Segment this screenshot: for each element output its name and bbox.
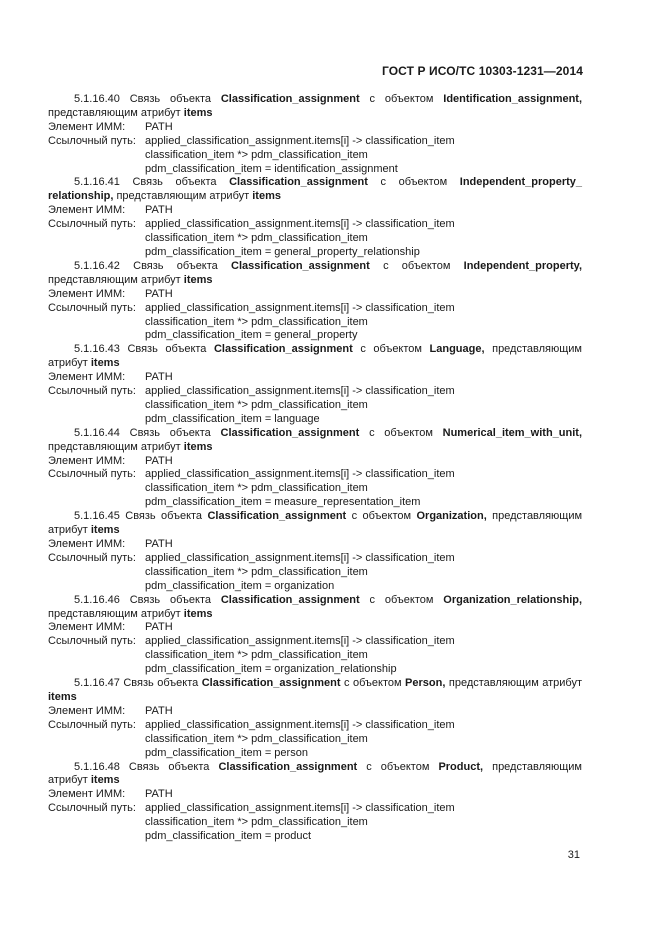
path-line: applied_classification_assignment.items[i] -> classification_item — [145, 134, 455, 147]
clause-text: представляющим атрибут — [48, 106, 181, 119]
path-line: pdm_classification_item = measure_representation_item — [145, 496, 421, 509]
path-label: Ссылочный путь: — [48, 718, 136, 731]
entity-name: Product, — [438, 760, 484, 773]
path-line: pdm_classification_item = product — [145, 830, 311, 843]
clause-heading — [48, 93, 582, 121]
clause-text: представляющим атрибут — [116, 190, 250, 203]
element-value: PATH — [145, 371, 173, 384]
clause-5-1-16-41 — [48, 176, 582, 259]
path-row — [48, 635, 582, 649]
path-line: applied_classification_assignment.items[i] -> classification_item — [145, 468, 455, 481]
clause-number: 5.1.16.41 — [74, 176, 120, 189]
clause-number: 5.1.16.40 — [74, 93, 120, 105]
entity-name: Person, — [405, 677, 446, 690]
path-line: pdm_classification_item = language — [145, 412, 320, 425]
clause-5-1-16-44 — [48, 427, 582, 510]
path-line: applied_classification_assignment.items[i] -> classification_item — [145, 218, 455, 231]
element-label: Элемент ИММ: — [48, 204, 126, 217]
attribute-name: items — [183, 607, 213, 620]
path-label: Ссылочный путь: — [48, 468, 136, 481]
clause-5-1-16-46 — [48, 594, 582, 677]
clause-heading — [48, 594, 582, 622]
clause-heading — [48, 677, 582, 705]
element-value: PATH — [145, 788, 173, 801]
entity-name: Organization_relationship, — [443, 593, 583, 606]
attribute-name: items — [90, 524, 120, 537]
clause-heading — [48, 510, 582, 538]
path-line: pdm_classification_item = organization_relationship — [145, 663, 397, 676]
clause-text: Связь объекта — [129, 93, 211, 105]
path-line: classification_item *> pdm_classification_item — [145, 315, 368, 328]
element-row — [48, 204, 582, 218]
path-line: classification_item *> pdm_classification_item — [145, 816, 368, 829]
attribute-name: items — [48, 690, 77, 703]
clause-text: представляющим атрибут — [48, 607, 181, 620]
entity-name: Independent_property_ relationship, — [48, 176, 583, 203]
element-row — [48, 538, 582, 552]
element-label: Элемент ИММ: — [48, 371, 126, 384]
clause-number: 5.1.16.47 — [74, 677, 120, 690]
path-line: pdm_classification_item = general_property — [145, 329, 358, 342]
path-label: Ссылочный путь: — [48, 385, 136, 398]
page-number: 31 — [567, 849, 580, 861]
element-row — [48, 121, 582, 135]
clause-text: с объектом — [344, 677, 402, 690]
attribute-name: items — [183, 106, 213, 119]
path-row — [48, 802, 582, 816]
clause-text: с объектом — [369, 426, 433, 439]
path-line: classification_item *> pdm_classification_item — [145, 482, 368, 495]
attribute-name: items — [252, 190, 281, 203]
clause-text: Связь объекта — [129, 593, 211, 606]
element-value: PATH — [145, 120, 173, 133]
element-label: Элемент ИММ: — [48, 788, 126, 801]
clause-number: 5.1.16.44 — [74, 426, 120, 439]
clause-text: Связь объекта — [128, 760, 210, 773]
entity-name: Organization, — [416, 510, 487, 523]
path-line: classification_item *> pdm_classification_item — [145, 732, 368, 745]
element-row — [48, 455, 582, 469]
entity-name: Classification_assignment — [220, 93, 360, 105]
entity-name: Identification_assignment, — [443, 93, 583, 105]
clause-5-1-16-42 — [48, 260, 582, 343]
clause-text: с объектом — [369, 93, 434, 105]
path-row — [48, 135, 582, 149]
clause-5-1-16-45 — [48, 510, 582, 593]
path-line: applied_classification_assignment.items[i] -> classification_item — [145, 551, 455, 564]
path-label: Ссылочный путь: — [48, 301, 136, 314]
clause-text: Связь объекта — [127, 343, 207, 356]
clause-text: Связь объекта — [129, 426, 211, 439]
path-line: pdm_classification_item = organization — [145, 579, 335, 592]
element-row — [48, 705, 582, 719]
path-line: classification_item *> pdm_classification_item — [145, 398, 368, 411]
path-label: Ссылочный путь: — [48, 218, 136, 231]
path-line: classification_item *> pdm_classification_item — [145, 232, 368, 245]
element-label: Элемент ИММ: — [48, 120, 126, 133]
element-label: Элемент ИММ: — [48, 454, 126, 467]
attribute-name: items — [90, 357, 120, 370]
path-line: pdm_classification_item = general_property_relationship — [145, 245, 420, 258]
clause-5-1-16-47 — [48, 677, 582, 760]
element-value: PATH — [145, 538, 173, 550]
clause-5-1-16-40 — [48, 93, 582, 176]
clause-text: представляющим атрибут — [448, 677, 583, 690]
clause-text: Связь объекта — [123, 677, 199, 690]
clause-heading — [48, 260, 582, 288]
clause-heading — [48, 343, 582, 371]
standard-header: ГОСТ Р ИСО/ТС 10303-1231—2014 — [382, 64, 583, 78]
clause-number: 5.1.16.46 — [74, 593, 120, 606]
path-line: applied_classification_assignment.items[i] -> classification_item — [145, 385, 455, 398]
element-value: PATH — [145, 704, 173, 717]
clause-text: представляющим атрибут — [48, 273, 181, 286]
path-line: applied_classification_assignment.items[i] -> classification_item — [145, 802, 455, 815]
element-value: PATH — [145, 204, 173, 217]
element-value: PATH — [145, 621, 173, 634]
element-label: Элемент ИММ: — [48, 704, 126, 717]
element-row — [48, 788, 582, 802]
path-line: pdm_classification_item = identification_assignment — [145, 162, 398, 175]
path-row — [48, 552, 582, 566]
entity-name: Classification_assignment — [207, 510, 347, 523]
clause-number: 5.1.16.48 — [74, 760, 120, 773]
attribute-name: items — [183, 273, 213, 286]
clause-text: представляющим атрибут — [48, 343, 582, 370]
path-label: Ссылочный путь: — [48, 635, 136, 648]
entity-name: Classification_assignment — [220, 593, 360, 606]
element-row — [48, 371, 582, 385]
entity-name: Classification_assignment — [201, 677, 341, 690]
path-row — [48, 719, 582, 733]
element-row — [48, 288, 582, 302]
clause-text: с объектом — [351, 510, 412, 523]
element-label: Элемент ИММ: — [48, 287, 126, 300]
clause-text: представляющим атрибут — [48, 440, 181, 453]
path-line: applied_classification_assignment.items[i] -> classification_item — [145, 301, 455, 314]
attribute-name: items — [183, 440, 213, 453]
path-label: Ссылочный путь: — [48, 134, 136, 147]
clause-5-1-16-48 — [48, 761, 582, 844]
path-label: Ссылочный путь: — [48, 802, 136, 815]
entity-name: Classification_assignment — [220, 426, 360, 439]
path-row — [48, 218, 582, 232]
path-line: pdm_classification_item = person — [145, 746, 308, 759]
entity-name: Independent_property, — [463, 259, 583, 272]
entity-name: Classification_assignment — [218, 760, 358, 773]
entity-name: Numerical_item_with_unit, — [442, 426, 583, 439]
path-row — [48, 385, 582, 399]
clause-list — [48, 93, 582, 844]
path-line: applied_classification_assignment.items[i] -> classification_item — [145, 718, 455, 731]
clause-text: Связь объекта — [125, 510, 203, 523]
clause-number: 5.1.16.43 — [74, 343, 120, 356]
clause-heading — [48, 761, 582, 789]
entity-name: Classification_assignment — [213, 343, 353, 356]
path-line: classification_item *> pdm_classification_item — [145, 649, 368, 662]
clause-text: представляющим атрибут — [48, 510, 583, 537]
clause-heading — [48, 176, 582, 204]
clause-text: представляющим атрибут — [48, 760, 582, 787]
clause-5-1-16-43 — [48, 343, 582, 426]
element-label: Элемент ИММ: — [48, 621, 126, 634]
clause-text: с объектом — [380, 176, 448, 189]
entity-name: Language, — [429, 343, 485, 356]
clause-text: с объектом — [369, 593, 434, 606]
clause-text: с объектом — [383, 259, 451, 272]
clause-text: с объектом — [360, 343, 422, 356]
path-label: Ссылочный путь: — [48, 551, 136, 564]
clause-number: 5.1.16.42 — [74, 259, 120, 272]
clause-text: Связь объекта — [132, 176, 217, 189]
entity-name: Classification_assignment — [229, 176, 368, 189]
path-line: applied_classification_assignment.items[i] -> classification_item — [145, 635, 455, 648]
entity-name: Classification_assignment — [231, 259, 370, 272]
path-line: classification_item *> pdm_classification_item — [145, 565, 368, 578]
attribute-name: items — [90, 774, 120, 787]
path-row — [48, 468, 582, 482]
path-row — [48, 302, 582, 316]
clause-text: с объектом — [366, 760, 430, 773]
element-value: PATH — [145, 287, 173, 300]
clause-text: Связь объекта — [133, 259, 218, 272]
element-value: PATH — [145, 454, 173, 467]
element-label: Элемент ИММ: — [48, 538, 126, 550]
path-line: classification_item *> pdm_classification_item — [145, 148, 368, 161]
clause-heading — [48, 427, 582, 455]
clause-number: 5.1.16.45 — [74, 510, 120, 523]
element-row — [48, 621, 582, 635]
